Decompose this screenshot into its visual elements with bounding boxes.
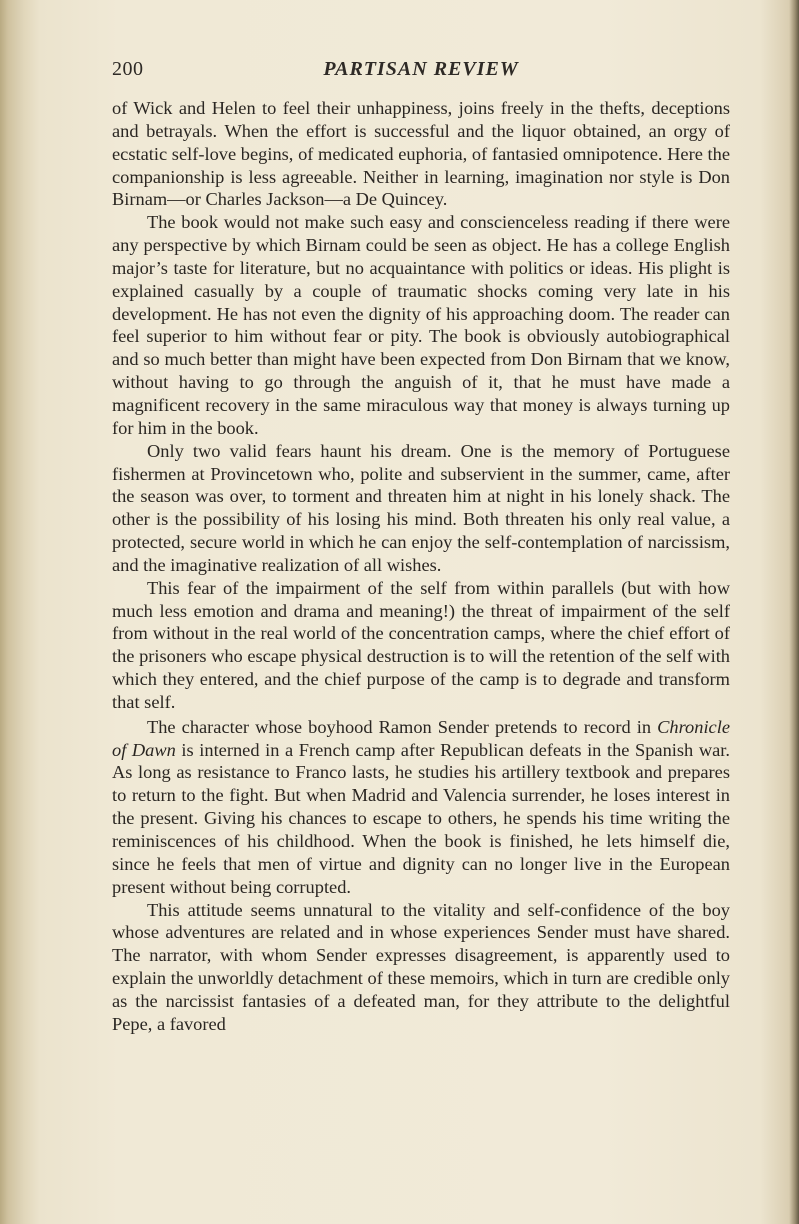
paragraph-impairment-of-self: This fear of the impairment of the self from within parallels (but with how much less emotion and drama and meaning!) the threat of impairment of the self from without in the real world of the concentration camps, where the chief effort of the prisoners who escape physical destruction is to will the retention of the self with which they entered, and the chief purpose of the camp is to degrade and transform that self. [112, 577, 730, 712]
article-body [112, 97, 730, 1036]
book-title-chronicle-of-dawn: Chronicle of Dawn [112, 716, 730, 760]
page-binding-shadow [0, 0, 24, 1224]
paragraph-sender-rest: is interned in a French camp after Republican defeats in the Spanish war. As long as resistance to Franco lasts, he studies his artillery textbook and prepares to return to the fight. But when Madrid and Valencia surrender, he loses interest in the present. Giving his chances to escape to others, he spends his time writing the reminiscences of his childhood. When the book is finished, he lets himself die, since he feels that men of virtue and dignity can no longer live in the European present without being corrupted. [112, 739, 730, 897]
paragraph-sender-chronicle [112, 716, 730, 899]
paragraph-continued: of Wick and Helen to feel their unhappiness, joins freely in the thefts, deceptions and betrayals. When the effort is successful and the liquor obtained, an orgy of ecstatic self-love begins, of medicated euphoria, of fantasied omnipotence. Here the companionship is less agreeable. Neither in learning, imagination nor style is Don Birnam—or Charles Jackson—a De Quincey. [112, 98, 730, 210]
paragraph-sender-lead: The character whose boyhood Ramon Sender pretends to record in [147, 716, 658, 737]
journal-title: PARTISAN REVIEW [323, 58, 519, 80]
paragraph-valid-fears: Only two valid fears haunt his dream. One is the memory of Portuguese fishermen at Provincetown who, polite and subservient in the summer, came, after the season was over, to torment and threaten him at night in his lonely shack. The other is the possibility of his losing his mind. Both threaten his only real value, a protected, secure world in which he can enjoy the self-contemplation of narcissism, and the imaginative realization of all wishes. [112, 440, 730, 575]
page-edge-shadow [789, 0, 799, 1224]
page-number: 200 [112, 58, 144, 80]
paragraph-attitude: This attitude seems unnatural to the vitality and self-confidence of the boy whose adventures are related and in whose experiences Sender must have shared. The narrator, with whom Sender expresses disagreement, is apparently used to explain the unworldly detachment of these memoirs, which in turn are credible only as the narcissist fantasies of a defeated man, for they attribute to the delightful Pepe, a favored [112, 899, 730, 1034]
paragraph-birnam-perspective: The book would not make such easy and conscienceless reading if there were any perspective by which Birnam could be seen as object. He has a college English major’s taste for literature, but no acquaintance with politics or ideas. His plight is explained casually by a couple of traumatic shocks coming very late in his development. He has not even the dignity of his approaching doom. The reader can feel superior to him without fear or pity. The book is obviously autobiographical and so much better than might have been expected from Don Birnam that we know, without having to go through the anguish of it, that he must have made a magnificent recovery in the same miraculous way that money is always turning up for him in the book. [112, 212, 730, 438]
running-head [112, 58, 730, 86]
